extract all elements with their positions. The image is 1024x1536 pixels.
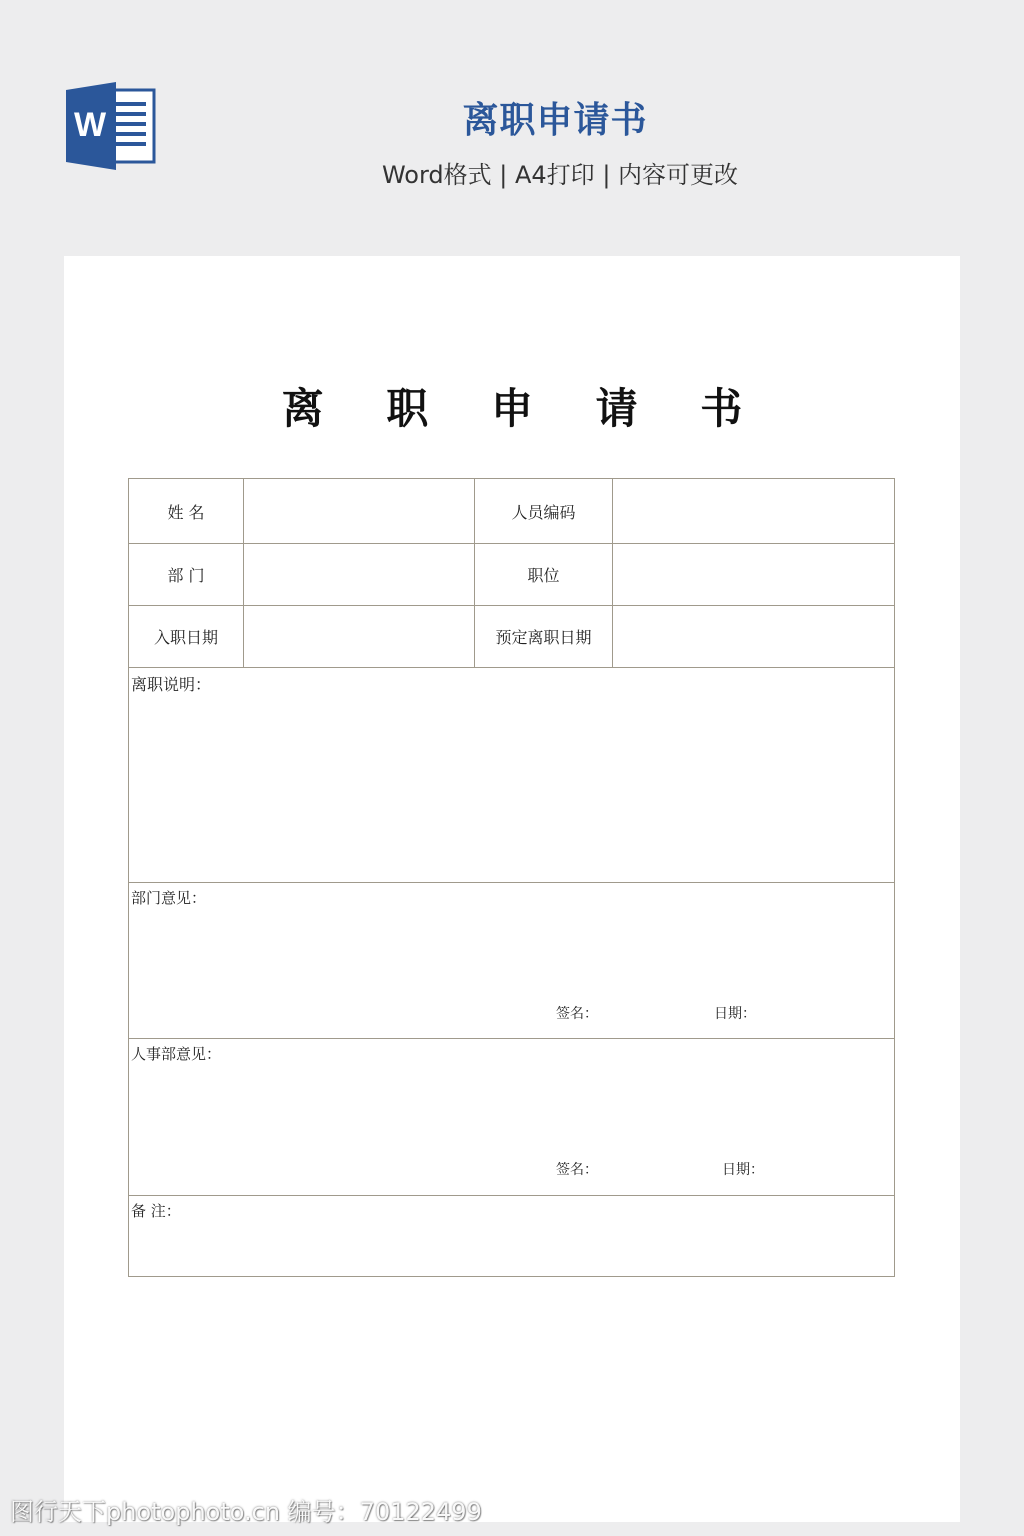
header-title: 离职申请书: [462, 100, 648, 141]
hr-signature-label: 签名：: [556, 1162, 598, 1178]
department-date-label: 日期：: [714, 1006, 756, 1022]
hr-opinion-label: 人事部意见：: [131, 1045, 222, 1063]
hire-date-field[interactable]: [244, 606, 475, 668]
employee-id-field[interactable]: [613, 479, 894, 544]
planned-leave-date-field[interactable]: [613, 606, 894, 668]
header-subtitle: Word格式 | A4打印 | 内容可更改: [381, 161, 739, 189]
position-field[interactable]: [613, 544, 894, 606]
employee-id-label: 人员编码: [475, 479, 613, 544]
name-field[interactable]: [244, 479, 475, 544]
document-page: [64, 256, 960, 1522]
watermark: 图行天下photophoto.cn 编号：70122499: [10, 1498, 482, 1526]
department-opinion-label: 部门意见：: [131, 889, 207, 907]
resignation-reason-section[interactable]: [129, 668, 894, 883]
hire-date-label: 入职日期: [129, 606, 244, 668]
remarks-section[interactable]: [129, 1196, 894, 1276]
department-signature-label: 签名：: [556, 1006, 598, 1022]
word-icon: [64, 80, 156, 172]
planned-leave-date-label: 预定离职日期: [475, 606, 613, 668]
department-field[interactable]: [244, 544, 475, 606]
remarks-label: 备 注：: [131, 1202, 181, 1220]
department-opinion-section[interactable]: [129, 883, 894, 1039]
hr-opinion-section[interactable]: [129, 1039, 894, 1196]
position-label: 职位: [475, 544, 613, 606]
hr-date-label: 日期：: [722, 1162, 764, 1178]
resignation-reason-label: 离职说明：: [131, 675, 212, 694]
resignation-form-table: [128, 478, 895, 1277]
document-title: 离 职 申 请 书: [281, 384, 767, 433]
word-logo-letter: W: [73, 106, 107, 144]
name-label: 姓 名: [129, 479, 244, 544]
department-label: 部 门: [129, 544, 244, 606]
